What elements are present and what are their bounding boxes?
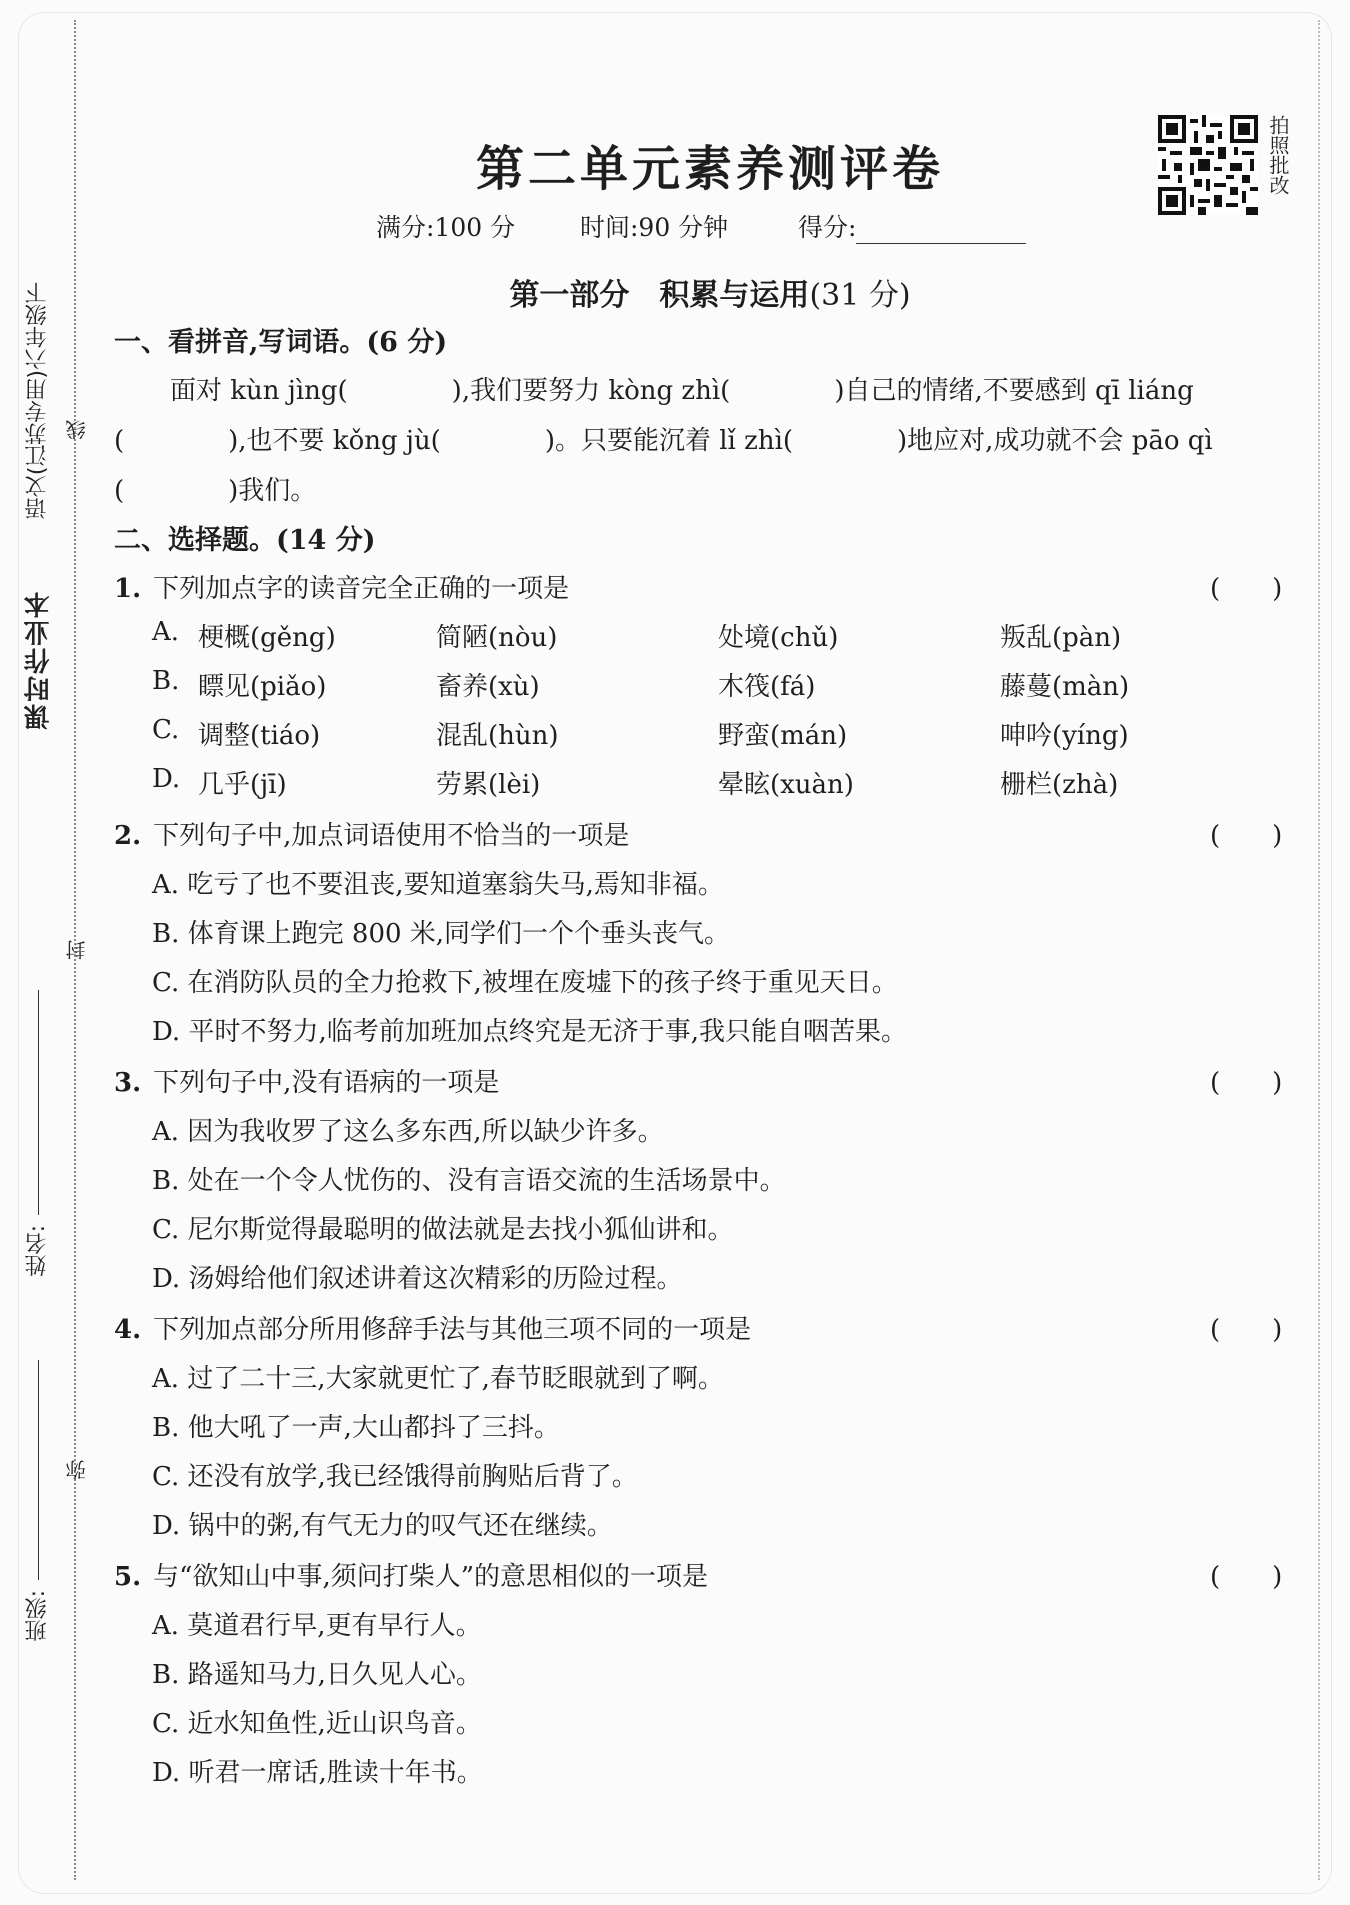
q1-d1: 几乎(jī) [198, 770, 287, 800]
q3-answer-paren[interactable]: ( ) [1210, 1068, 1283, 1098]
full-score: 满分:100 分 [376, 213, 516, 242]
q1-text: 下列加点字的读音完全正确的一项是 [153, 574, 570, 604]
q1-row-c-label: C. [152, 715, 180, 745]
q5-option-c: C. 近水知鱼性,近山识鸟音。 [152, 1709, 482, 1739]
side-line-mark: 线 [65, 420, 89, 440]
q1-c3: 野蛮(mán) [718, 721, 848, 751]
q3-text: 下列句子中,没有语病的一项是 [153, 1068, 500, 1098]
q3-option-c: C. 尼尔斯觉得最聪明的做法就是去找小狐仙讲和。 [152, 1215, 734, 1245]
q1-c4: 呻吟(yíng) [1000, 721, 1129, 751]
page-title: 第二单元素养测评卷 [475, 141, 944, 197]
q1-d3: 晕眩(xuàn) [718, 770, 854, 800]
q4-option-c: C. 还没有放学,我已经饿得前胸贴后背了。 [152, 1462, 638, 1492]
q1-d4: 栅栏(zhà) [1000, 770, 1119, 800]
q1-number: 1. [114, 574, 142, 604]
score-label: 得分: [798, 213, 857, 242]
q2-answer-paren[interactable]: ( ) [1210, 821, 1283, 851]
qr-caption: 拍照批改 [1266, 115, 1290, 195]
part1-title-text: 第一部分 积累与运用 [509, 278, 810, 313]
q2-option-c: C. 在消防队员的全力抢救下,被埋在废墟下的孩子终于重见天日。 [152, 968, 898, 998]
q5-option-b: B. 路遥知马力,日久见人心。 [152, 1660, 482, 1690]
q1-a2: 简陋(nòu) [436, 623, 558, 653]
q1-a4: 叛乱(pàn) [1000, 623, 1122, 653]
q1-c1: 调整(tiáo) [198, 721, 321, 751]
q1-row-a-label: A. [152, 617, 180, 647]
section1-line1: 面对 kùn jìng( ),我们要努力 kòng zhì( )自己的情绪,不要感到 qī liáng [170, 376, 1194, 406]
side-seal-mark: 封 [65, 940, 89, 960]
q2-option-a: A. 吃亏了也不要沮丧,要知道塞翁失马,焉知非福。 [152, 870, 724, 900]
q1-row-d-label: D. [152, 764, 181, 794]
q4-text: 下列加点部分所用修辞手法与其他三项不同的一项是 [153, 1315, 752, 1345]
side-class-label: 班级: [25, 1590, 50, 1642]
q2-text: 下列句子中,加点词语使用不恰当的一项是 [153, 821, 630, 851]
q1-b1: 瞟见(piǎo) [198, 672, 327, 702]
q5-text: 与“欲知山中事,须问打柴人”的意思相似的一项是 [153, 1562, 709, 1592]
side-seal2-mark: 弥 [65, 1460, 89, 1480]
q1-answer-paren[interactable]: ( ) [1210, 574, 1283, 604]
q4-option-d: D. 锅中的粥,有气无力的叹气还在继续。 [152, 1511, 613, 1541]
time-limit: 时间:90 分钟 [580, 213, 729, 242]
name-write-line [38, 990, 39, 1215]
section1-line3: ( )我们。 [114, 476, 317, 506]
q2-option-b: B. 体育课上跑完 800 米,同学们一个个垂头丧气。 [152, 919, 731, 949]
q1-c2: 混乱(hùn) [436, 721, 559, 751]
class-write-line [38, 1360, 39, 1580]
part1-points: (31 分) [809, 278, 911, 313]
q4-number: 4. [114, 1315, 142, 1345]
part1-title [0, 270, 1350, 314]
section2-heading: 二、选择题。(14 分) [114, 525, 376, 556]
q5-answer-paren[interactable]: ( ) [1210, 1562, 1283, 1592]
side-name-label: 姓名: [25, 1225, 50, 1277]
q4-stem [114, 1309, 751, 1346]
q4-option-a: A. 过了二十三,大家就更忙了,春节眨眼就到了啊。 [152, 1364, 724, 1394]
q2-stem [114, 815, 629, 852]
q4-answer-paren[interactable]: ( ) [1210, 1315, 1283, 1345]
q2-number: 2. [114, 821, 142, 851]
q2-option-d: D. 平时不努力,临考前加班加点终究是无济于事,我只能自咽苦果。 [152, 1017, 907, 1047]
qr-code-icon[interactable] [1158, 115, 1258, 215]
q5-stem [114, 1556, 708, 1593]
score-blank[interactable] [856, 217, 1026, 244]
q1-stem [114, 568, 569, 605]
section1-heading: 一、看拼音,写词语。(6 分) [114, 327, 448, 358]
q3-option-a: A. 因为我收罗了这么多东西,所以缺少许多。 [152, 1117, 664, 1147]
q3-stem [114, 1062, 499, 1099]
q3-number: 3. [114, 1068, 142, 1098]
q1-b3: 木筏(fá) [718, 672, 816, 702]
q1-a3: 处境(chǔ) [718, 623, 839, 653]
q5-number: 5. [114, 1562, 142, 1592]
q1-d2: 劳累(lèi) [436, 770, 541, 800]
q4-option-b: B. 他大吼了一声,大山都抖了三抖。 [152, 1413, 560, 1443]
q3-option-b: B. 处在一个令人忧伤的、没有言语交流的生活场景中。 [152, 1166, 786, 1196]
q3-option-d: D. 汤姆给他们叙述讲着这次精彩的历险过程。 [152, 1264, 683, 1294]
side-book-title: 课时作业本 [24, 590, 54, 730]
q5-option-d: D. 听君一席话,胜读十年书。 [152, 1758, 483, 1788]
q1-a1: 梗概(gěng) [198, 623, 336, 653]
score-field [798, 208, 1026, 244]
side-subject: 语文(江苏专用)六年级下 [25, 282, 50, 520]
q5-option-a: A. 莫道君行早,更有早行人。 [152, 1611, 482, 1641]
section1-line2: ( ),也不要 kǒng jù( )。只要能沉着 lǐ zhì( )地应对,成功就不会 pāo qì [114, 426, 1213, 456]
q1-row-b-label: B. [152, 666, 180, 696]
q1-b4: 藤蔓(màn) [1000, 672, 1130, 702]
q1-b2: 畜养(xù) [436, 672, 540, 702]
